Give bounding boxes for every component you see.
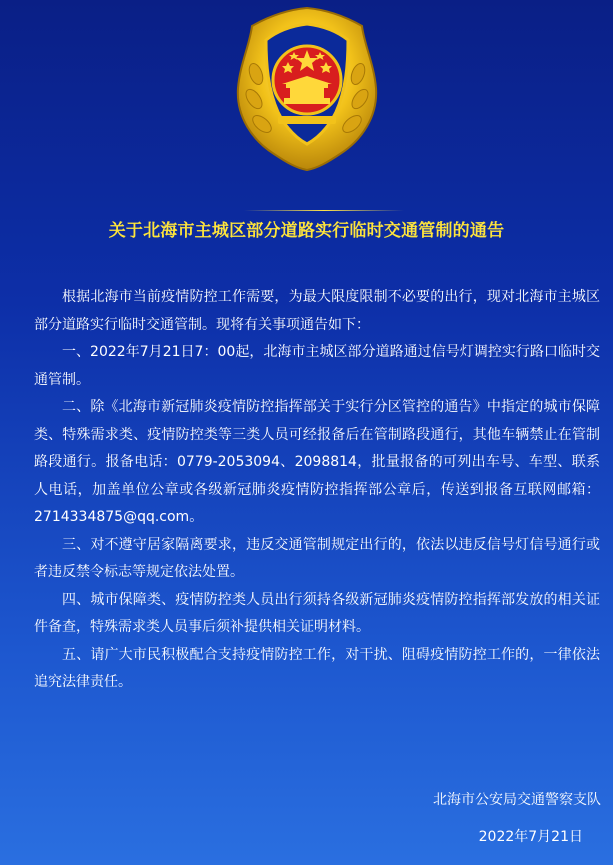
- paragraph-item-2: 二、除《北海市新冠肺炎疫情防控指挥部关于实行分区管控的通告》中指定的城市保障类、特殊需求类、疫情防控类等三类人员可经报备后在管制路段通行，其他车辆禁止在管制路段通行。报备电话：0779-2053094、2098814，批量报备的可列出车号、车型、联系人电话，加盖单位公章或各级新冠肺炎疫情防控指挥部公章后，传送到报备互联网邮箱：2714334875@qq.com。: [34, 399, 600, 525]
- paragraph-item-4: 四、城市保障类、疫情防控类人员出行须持各级新冠肺炎疫情防控指挥部发放的相关证件备查，特殊需求类人员事后须补提供相关证明材料。: [34, 591, 600, 635]
- title-divider: [244, 210, 404, 211]
- signature-date: 2022年7月21日: [478, 829, 583, 845]
- notice-body: [34, 284, 600, 697]
- notice-title: 关于北海市主城区部分道路实行临时交通管制的通告: [108, 221, 505, 241]
- paragraph-item-5: 五、请广大市民积极配合支持疫情防控工作，对干扰、阻碍疫情防控工作的，一律依法追究法律责任。: [34, 646, 600, 690]
- paragraph-item-3: 三、对不遵守居家隔离要求，违反交通管制规定出行的，依法以违反信号灯信号通行或者违反禁令标志等规定依法处置。: [34, 536, 600, 580]
- signature-organization: 北海市公安局交通警察支队: [433, 792, 601, 808]
- police-emblem-icon: [226, 4, 388, 172]
- paragraph-intro: 根据北海市当前疫情防控工作需要，为最大限度限制不必要的出行，现对北海市主城区部分道路实行临时交通管制。现将有关事项通告如下：: [34, 289, 600, 333]
- paragraph-item-1: 一、2022年7月21日7：00起，北海市主城区部分道路通过信号灯调控实行路口临时交通管制。: [34, 344, 600, 388]
